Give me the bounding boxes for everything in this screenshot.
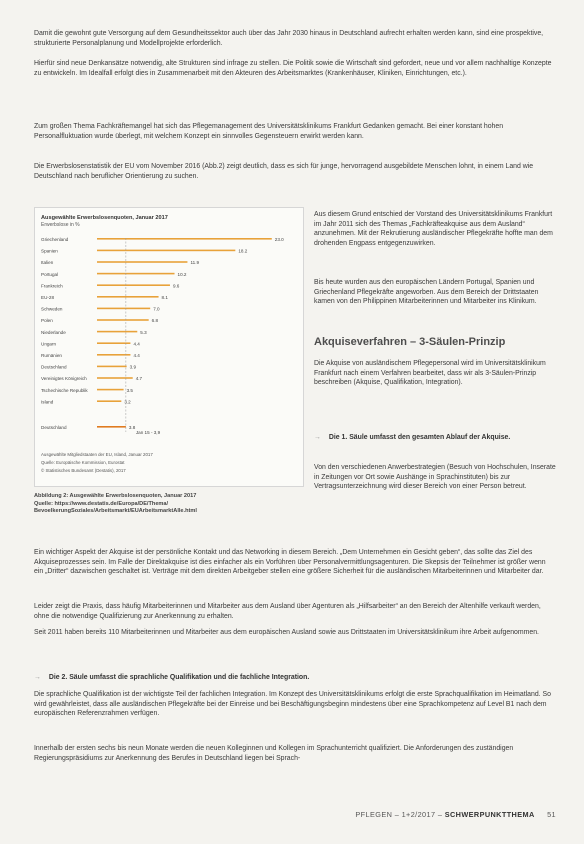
chart-title: Ausgewählte Erwerbslosenquoten, Januar 2017 — [41, 215, 168, 221]
pillar-1-heading — [314, 433, 556, 443]
page-footer — [355, 810, 556, 819]
value-label: 4.4 — [133, 353, 140, 358]
bar — [97, 377, 133, 379]
pillar-2-heading — [34, 673, 556, 683]
category-label: Frankreich — [41, 283, 63, 289]
paragraph-intro-4: Die Erwerbslosenstatistik der EU vom November 2016 (Abb.2) zeigt deutlich, dass es sich für junge, hervorragend ausgebildete Menschen lohnt, in einem Land wie Deutschland nach beruflicher Orientierung zu suchen. — [34, 163, 534, 180]
unemployment-chart — [34, 207, 304, 487]
value-label: 23.0 — [274, 237, 284, 242]
category-label: Griechenland — [41, 237, 69, 242]
bar — [97, 400, 121, 402]
category-label: Spanien — [41, 248, 58, 254]
bar — [97, 389, 124, 391]
bullet-arrow-icon: → — [314, 434, 321, 441]
category-label: Italien — [41, 260, 54, 266]
caption-url: BevoelkerungSoziales/Arbeitsmarkt/EUArbeitsmarktAlle.html — [34, 508, 197, 515]
paragraph-training: Innerhalb der ersten sechs bis neun Monate werden die neuen Kolleginnen und Kollegen im Sprachunterricht qualifiziert. Die Anforderungen des zuständigen Regierungspräsidiums zur Anerkennung des Berufes in Deutschland liegen bei Sprach- — [34, 745, 514, 762]
bar — [97, 238, 272, 240]
bar — [97, 250, 235, 252]
chart-svg — [35, 208, 303, 486]
chart-caption — [34, 493, 302, 516]
bar — [97, 296, 159, 298]
value-label: 3.8 — [128, 425, 136, 430]
footer-section: SCHWERPUNKTTHEMA — [444, 810, 535, 819]
category-label: Deutschland — [41, 364, 67, 370]
value-label: 3.2 — [124, 399, 131, 405]
chart-note: Quelle: Europäische Kommission, Eurostat — [41, 460, 125, 465]
bar — [97, 273, 175, 275]
right-paragraph-3: Die Akquise von ausländischem Pflegepersonal wird im Universitätsklinikum Frankfurt nach einem Verfahren bearbeitet, dass wir als 3-Säulen-Prinzip beschreiben (Akquise, Qualifikation, Integration). — [314, 360, 546, 387]
value-label: 8.1 — [161, 295, 168, 300]
category-label: Niederlande — [41, 329, 66, 335]
bar — [97, 342, 130, 344]
category-label: Vereinigtes Königreich — [41, 376, 87, 382]
paragraph-networking: Ein wichtiger Aspekt der Akquise ist der persönliche Kontakt und das Networking in diesem Bereich. „Dem Unternehmen ein Gesicht geben“, das sollte das Ziel des Akquiseprozesses sein. Im Falle der Direktakquise ist dies einfacher als ein Vorführen über Personalvermittlungsagenturen. Die Skepsis der Teilnehmer ist größer wenn ein „Dritter“ dazwischen geschaltet ist. Verträge mit dem direkten Arbeitgeber stellen eine größere Sicherheit für die ausländischen Mitarbeiterinnen und Mitarbeiter dar. — [34, 549, 546, 576]
value-label: 3.9 — [129, 364, 137, 370]
chart-note: Ausgewählte Mitgliedstaaten der EU, Island, Januar 2017 — [41, 452, 153, 457]
value-label: 4.7 — [135, 376, 143, 382]
right-paragraph-2: Bis heute wurden aus den europäischen Ländern Portugal, Spanien und Griechenland Pflegekräfte angeworben. Aus dem Bereich der Drittstaaten kamen von den Philippinen Mitarbeiterinnen und Mitarbeiter ins Klinikum. — [314, 279, 539, 306]
footer-issue: PFLEGEN – 1+2/2017 – — [355, 810, 445, 819]
paragraph-intro-1: Damit die gewohnt gute Versorgung auf dem Gesundheitssektor auch über das Jahr 2030 hinaus in Deutschland aufrecht erhalten werden kann, sind eine prospektive, strukturierte Personalplanung und Modellprojekte erforderlich. — [34, 30, 544, 47]
bar — [97, 308, 150, 310]
bar — [97, 426, 126, 428]
caption-source: Quelle: https://www.destatis.de/Europa/DE/Thema/ — [34, 500, 169, 507]
category-label: Island — [41, 399, 54, 405]
value-label: 18.2 — [238, 248, 248, 254]
category-label: Rumänien — [41, 353, 62, 358]
category-label: Deutschland — [41, 425, 67, 430]
category-label: Schweden — [41, 306, 63, 312]
pillar-2-title: Die 2. Säule umfasst die sprachliche Qualifikation und die fachliche Integration. — [48, 674, 310, 681]
value-label: 10.2 — [177, 271, 187, 277]
paragraph-intro-2: Hierfür sind neue Denkansätze notwendig, alte Strukturen sind infrage zu stellen. Die Politik sowie die Wirtschaft sind gefordert, neue und vor allem nachhaltige Konzepte zu entwickeln. Im Idealfall erfolgt dies in Zusammenarbeit mit den Akteuren des Arbeitsmarktes (Krankenhäuser, Kliniken, Einrichtungen, etc.). — [34, 60, 552, 77]
paragraph-language: Die sprachliche Qualifikation ist der wichtigste Teil der fachlichen Integration. Im Konzept des Universitätsklinikums erfolgt die erste Sprachqualifikation im Heimatland. So wird gewährleistet, dass alle ausländischen Pflegekräfte bei der Einreise und bei Beschäftigungsbeginn mindestens über eine Sprachkompetenz auf Level B1 nach dem europäischen Referenzrahmen verfügen. — [34, 691, 551, 718]
value-label: 3.5 — [126, 387, 133, 393]
bar — [97, 331, 137, 333]
section-heading: Akquiseverfahren – 3-Säulen-Prinzip — [314, 336, 506, 348]
pillar-1-title: Die 1. Säule umfasst den gesamten Ablauf der Akquise. — [328, 434, 511, 441]
value-label: 11.9 — [190, 260, 200, 266]
bullet-arrow-icon: → — [34, 674, 41, 681]
page-number: 51 — [547, 810, 556, 819]
bar — [97, 354, 130, 356]
category-label: Polen — [41, 318, 53, 324]
caption-title: Abbildung 2: Ausgewählte Erwerbslosenquoten, Januar 2017 — [34, 493, 197, 499]
paragraph-intro-3: Zum großen Thema Fachkräftemangel hat sich das Pflegemanagement des Universitätsklinikums Frankfurt Gedanken gemacht. Bei einer konstant hohen Personalfluktuation wurde überlegt, mit welchem Konzept ein sinnvolles Gegensteuern erwirkt werden kann. — [34, 123, 504, 140]
chart-note: © Statistisches Bundesamt (Destatis), 2017 — [41, 468, 126, 473]
right-paragraph-4: Von den verschiedenen Anwerbestrategien (Besuch von Hochschulen, Inserate in Zeitungen vor Ort sowie Aushänge in Sprachinstituten) bis zur Vertragsunterzeichnung wird dieser Bereich von einer Person betreut. — [314, 464, 556, 491]
value-label: 6.8 — [151, 318, 159, 324]
category-label: Tschechische Republik — [41, 387, 88, 393]
value-label: 7.0 — [153, 306, 160, 312]
chart-subtitle: Erwerbslose in % — [41, 222, 80, 228]
bar — [97, 319, 149, 321]
value-label: 5.3 — [140, 329, 147, 335]
value-label: 9.6 — [172, 283, 180, 289]
bar — [97, 261, 187, 263]
right-paragraph-1: Aus diesem Grund entschied der Vorstand des Universitätsklinikums Frankfurt im Jahr 2011 sich des Themas „Fachkräfteakquise aus dem Ausland“ anzunehmen. Mit der Rekrutierung ausländischer Pflegekräfte hoffte man dem drohenden Engpass entgegenzuwirken. — [314, 211, 553, 247]
value-label: 4.4 — [133, 341, 140, 347]
bar — [97, 366, 127, 368]
category-label: Portugal — [41, 271, 59, 277]
bar — [97, 284, 170, 286]
category-label: Ungarn — [41, 341, 57, 347]
paragraph-agencies: Leider zeigt die Praxis, dass häufig Mitarbeiterinnen und Mitarbeiter aus dem Ausland über Agenturen als „Hilfsarbeiter“ an den Bereich der Altenhilfe verkauft werden, ohne die notwendige Qualifizierung zur Anerkennung zu erhalten. — [34, 603, 541, 620]
category-label: EU-28 — [41, 295, 55, 300]
extra-annotation: Jan 15 - 3,9 — [135, 430, 161, 435]
paragraph-since-2011: Seit 2011 haben bereits 110 Mitarbeiterinnen und Mitarbeiter aus dem europäischen Ausland sowie aus Drittstaaten im Universitätsklinikum ihre Arbeit aufgenommen. — [34, 629, 539, 636]
